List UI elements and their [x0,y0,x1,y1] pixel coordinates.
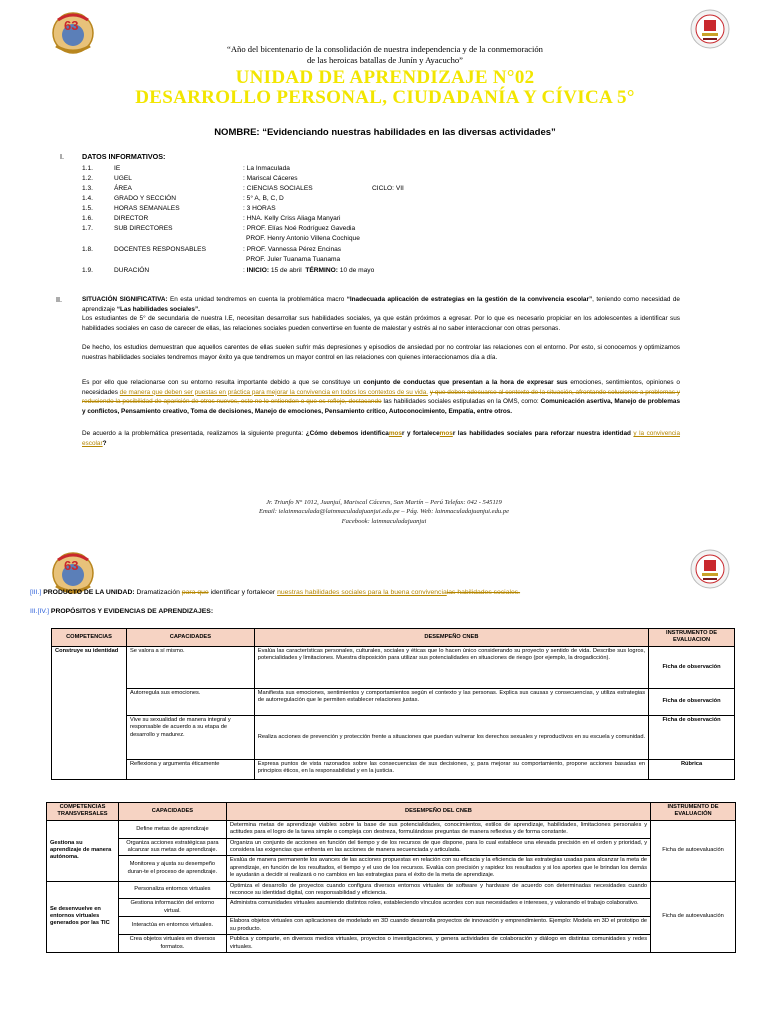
inicio-label: INICIO: [246,267,270,274]
table-row [47,820,736,838]
desempeno-cell: Organiza un conjunto de acciones en función del tiempo y de los recursos de que dispone, para lo cual establece una elevada precisión en el orden y prioridad, y considera las exigencias que enfrenta en las acciones de manera secuenciada y articulada. [226,838,650,856]
situacion-text: De acuerdo a la problemática presentada, realizamos la siguiente pregunta: [82,430,304,437]
situacion-paragraph-3: De hecho, los estudios demuestran que aquellos carentes de ellas suelen sufrir más depresiones y episodios de ansiedad por no controlar las relaciones con el entorno. Por esto, si conocemos y optimizamos nuestras habilidades sociales tendremos mayor éxito ya que tendremos un mayor control en las relaciones con quienes interaccionamos día a día. [82,344,680,361]
footer-address: Jr. Triunfo N° 1012, Juanjuí, Mariscal Cáceres, San Martín – Perú Telefax: 042 - 545119 [266,499,502,506]
ciclo-value: CICLO: VII [372,185,404,192]
situacion-bold-text: conjunto de conductas que presentan a la hora de expresar sus [363,379,568,386]
datos-row-label: DOCENTES RESPONSABLES [114,246,206,253]
datos-row-value: : CIENCIAS SOCIALES [243,185,313,192]
datos-row-label: HORAS SEMANALES [114,205,180,212]
datos-row-label: ÁREA [114,185,132,192]
capacidad-cell: Gestiona información del entorno virtual. [118,899,226,917]
institution-seal [690,9,730,49]
unit-name-value: “Evidenciando nuestras habilidades en las diversas actividades” [262,127,556,138]
header-capacidades: CAPACIDADES [118,803,226,821]
capacidad-cell: Organiza acciones estratégicas para alcanzar sus metas de aprendizaje. [118,838,226,856]
capacidad-cell: Se valora a sí mismo. [126,646,254,688]
datos-row-value: : La Inmaculada [243,165,290,172]
year-motto-line1: “Año del bicentenario de la consolidación de nuestra independencia y de la conmemoración [227,44,543,54]
propositos-number: III.[IV.] [30,608,50,615]
year-motto-line2: de las heroicas batallas de Junín y Ayacucho” [307,55,463,65]
datos-row-value: : 5° A, B, C, D [243,195,284,202]
datos-row-num: 1.8. [82,246,93,253]
datos-row-num: 1.5. [82,205,93,212]
producto-text: identificar y fortalecer [210,589,276,596]
footer-email: Email: ielainmaculada@lainmaculadajuanjui.edu.pe – Pág. Web: lainmaculadajuanjui.edu.pe [258,508,510,515]
producto-number: [III.] [30,589,42,596]
header-instrumento: INSTRUMENTO DE EVALUACIÓN [651,803,736,821]
datos-row-value: : HNA. Kelly Criss Aliaga Manyari [243,215,341,222]
datos-row-value: : 3 HORAS [243,205,276,212]
instrumento-cell: Ficha de observación [649,688,735,715]
instrumento-cell: Ficha de observación [649,715,735,759]
instrumento-cell: Rúbrica [649,759,735,779]
datos-row-value: PROF. Juler Tuanama Tuanama [246,256,341,263]
capacidad-cell: Interactúa en entornos virtuales. [118,917,226,935]
tracked-insertion: mos [388,430,402,437]
propositos-label: PROPÓSITOS Y EVIDENCIAS DE APRENDIZAJES: [50,608,214,615]
table-row [52,646,735,688]
section-situacion-number: II. [56,295,62,304]
datos-row-label: SUB DIRECTORES [114,225,173,232]
datos-row-num: 1.6. [82,215,93,222]
table-header-row [52,629,735,647]
capacidad-cell: Autorregula sus emociones. [126,688,254,715]
capacidad-cell: Personaliza entornos virtuales [118,881,226,899]
year-motto [150,44,620,66]
datos-row-value: : PROF. Elías Noé Rodríguez Gavedia [243,225,356,232]
oms-skills: Comunicación asertiva, Manejo de problemas y conflictos, Pensamiento creativo, Toma de decisiones, Manejo de emociones, Pensamiento crítico, Autoconocimiento, Empatía, entre otros. [82,398,681,415]
competencia-cell: Construye su identidad [52,646,127,779]
instrumento-cell: Ficha de observación [649,646,735,688]
desempeno-cell: Evalúa de manera permanente los avances de las acciones propuestas en relación con su eficacia y la eficiencia de las estrategias usadas para alcanzar la meta de aprendizaje, en función de los resultados, el tiempo y el uso de los recursos. Evalúa con precisión y rapidez los resultados y si los aportes que le brindan los demás le ayudarán a decidir si realizará o no cambios en las estrategias para el éxito de la meta de aprendizaje. [226,856,650,881]
capacidad-cell: Vive su sexualidad de manera integral y responsable de acuerdo a su etapa de desarrollo y madurez. [126,715,254,759]
header-desempeno: DESEMPEÑO CNEB [254,629,648,647]
desempeno-cell: Expresa puntos de vista razonados sobre las consecuencias de sus decisiones, y, para mejorar su comportamiento, propone acciones basadas en principios éticos, en la responsabilidad y en la justicia. [254,759,648,779]
header-competencias-transversales: COMPETENCIAS TRANSVERSALES [47,803,119,821]
datos-row-num: 1.4. [82,195,93,202]
situacion-problem: “Inadecuada aplicación de estrategias en la gestión de la convivencia escolar” [346,296,593,303]
datos-row-value: : PROF. Vannessa Pérez Encinas [243,246,342,253]
institution-seal [690,549,730,589]
situacion-text: , teniendo como necesidad de aprendizaje [82,296,680,313]
instrumento-cell: Ficha de autoevaluación [651,820,736,881]
datos-row-label: UGEL [114,175,132,182]
situacion-question: ? [102,439,107,447]
table-row [47,838,736,856]
footer-facebook: Facebook: lainmaculadajuanjui [341,518,427,525]
desempeno-cell: Realiza acciones de prevención y protección frente a situaciones que puedan vulnerar los derechos sexuales y reproductivos en su escuela y comunidad. [254,715,648,759]
page-gap [0,532,768,543]
tracked-insertion: de manera que deben ser puestas en práctica para mejorar la convivencia en todos los contextos de su vida. [119,388,429,396]
producto-label: PRODUCTO DE LA UNIDAD: [43,589,135,596]
situacion-text: Es por ello que relacionarse con su entorno resulta importante debido a que se constituye un [82,379,361,386]
header-desempeno: DESEMPEÑO DEL CNEB [226,803,650,821]
document-page-2 [0,543,768,1024]
competencia-cell: Se desenvuelve en entornos virtuales generados por las TIC [47,881,119,952]
svg-text:63: 63 [64,558,79,573]
unit-title: UNIDAD DE APRENDIZAJE N°02 [235,67,535,88]
competencias-transversales-table [46,802,736,953]
school-anniversary-logo [48,8,98,56]
table-row [47,935,736,953]
situacion-label: SITUACIÓN SIGNIFICATIVA: [82,296,168,303]
situacion-paragraph-1 [82,295,680,314]
capacidad-cell: Crea objetos virtuales en diversos formatos. [118,935,226,953]
datos-row-label: DIRECTOR [114,215,149,222]
situacion-question: ¿Cómo debemos identifica [305,430,389,437]
producto-line [30,588,520,597]
instrumento-cell: Ficha de autoevaluación [651,881,736,952]
tracked-deletion: para que [181,589,209,596]
propositos-heading [30,607,213,616]
competencia-cell: Gestiona su aprendizaje de manera autónoma. [47,820,119,881]
capacidad-cell: Reflexiona y argumenta éticamente [126,759,254,779]
table-row [47,917,736,935]
datos-row-value: PROF. Henry Antonio Villena Cochique [246,235,360,242]
duracion-num: 1.9. [82,267,93,274]
table-row [52,688,735,715]
datos-row-num: 1.7. [82,225,93,232]
unit-name [120,127,650,138]
duracion-value: : INICIO: 15 de abril TÉRMINO: 10 de mayo [243,267,375,274]
capacidad-cell: Monitorea y ajusta su desempeño duran-te el proceso de aprendizaje. [118,856,226,881]
datos-row-value: : Mariscal Cáceres [243,175,298,182]
datos-row-num: 1.3. [82,185,93,192]
tracked-deletion: y que deben adecuarse al contexto de la situación, afrontando soluciones a problemas y reduciendo la posibilidad de aparición de otros nuevos, esto no lo entienden o que es reflejo, destacando [82,388,680,405]
inicio-value: 15 de abril [270,267,302,274]
desempeno-cell: Elabora objetos virtuales con aplicaciones de modelado en 3D cuando desarrolla proyectos de innovación y emprendimiento. Ejemplo: Modela en 3D el prototipo de su producto. [226,917,650,935]
section-datos-heading: DATOS INFORMATIVOS: [82,152,166,161]
situacion-paragraph-5 [82,429,680,448]
table-row [47,899,736,917]
unit-name-label: NOMBRE: [214,127,260,138]
capacidad-cell: Define metas de aprendizaje [118,820,226,838]
termino-value: 10 de mayo [339,267,375,274]
header-instrumento: INSTRUMENTO DE EVALUACION [649,629,735,647]
desempeno-cell: Publica y comparte, en diversos medios virtuales, proyectos o investigaciones, y genera actividades de colaboración y diálogo en distintas comunidades y redes virtuales. [226,935,650,953]
situacion-question: r las habilidades sociales para reforzar nuestra identidad [452,430,631,437]
tracked-deletion: las habilidades sociales. [446,589,521,596]
datos-row-num: 1.2. [82,175,93,182]
datos-row-label: GRADO Y SECCIÓN [114,195,177,202]
table-row [52,715,735,759]
desempeno-cell: Determina metas de aprendizaje viables sobre la base de sus potencialidades, conocimientos, estilos de aprendizaje, habilidades, limitaciones personales y actitudes para el logro de la tarea simple o compleja con destreza, formulándose preguntas de manera reflexiva y de forma constante. [226,820,650,838]
section-datos-number: I. [60,152,64,161]
table-row [47,881,736,899]
datos-row-num: 1.1. [82,165,93,172]
producto-text: Dramatización [136,589,180,596]
termino-label: TÉRMINO: [305,267,338,274]
table-row [52,759,735,779]
header-competencias: COMPETENCIAS [52,629,127,647]
competencias-table [51,628,735,780]
situacion-paragraph-4 [82,378,680,416]
datos-row-label: IE [114,165,121,172]
course-title: DESARROLLO PERSONAL, CIUDADANÍA Y CÍVICA 5° [135,87,635,108]
situacion-need: “Las habilidades sociales”. [116,305,200,313]
situacion-text: emociones, sentimientos, opiniones o necesidades [82,379,680,396]
desempeno-cell: Administra comunidades virtuales asumiendo distintos roles, estableciendo vínculos acordes con sus necesidades e intereses, y valorando el trabajo colaborativo. [226,899,650,917]
header-capacidades: CAPACIDADES [126,629,254,647]
situacion-question: r y fortalece [401,430,440,437]
situacion-text: En esta unidad tendremos en cuenta la problemática macro [170,296,345,303]
desempeno-cell: Evalúa las características personales, culturales, sociales y éticas que lo hacen único considerando su proyecto y sentido de vida. Describe sus logros, potencialidades y limitaciones. Muestra disposición para utilizar sus potencialidades en situaciones de riesgo (por ejemplo, la drogadicción). [254,646,648,688]
desempeno-cell: Optimiza el desarrollo de proyectos cuando configura diversos entornos virtuales de software y hardware de acuerdo con determinadas necesidades cuando reconoce su identidad digital, con responsabilidad y eficiencia. [226,881,650,899]
tracked-insertion: mos [439,430,453,437]
situacion-paragraph-2: Los estudiantes de 5° de secundaria de nuestra I.E, necesitan desarrollar sus habilidades sociales, ya que están próximos a egresar. Por lo que es necesario propiciar en los adolescentes a identificar sus habilidades sociales en caso de carecer de ellas, las relaciones sociales pueden convertirse en fuente de malestar y estrés al no saber interaccionar con otras personas. [82,315,680,332]
desempeno-cell: Manifiesta sus emociones, sentimientos y comportamientos según el contexto y las personas. Explica sus causas y consecuencias, y utiliza estrategias de autorregulación que le permiten establecer relaciones justas. [254,688,648,715]
table-header-row [47,803,736,821]
table-row [47,856,736,881]
tracked-insertion: y la convivencia escolar [82,430,680,447]
svg-text:63: 63 [64,18,79,33]
duracion-label: DURACIÓN [114,267,150,274]
tracked-insertion: nuestras habilidades sociales para la buena convivencia [277,589,447,596]
situacion-text: las habilidades sociales estipuladas en la OMS, como: [383,398,539,405]
